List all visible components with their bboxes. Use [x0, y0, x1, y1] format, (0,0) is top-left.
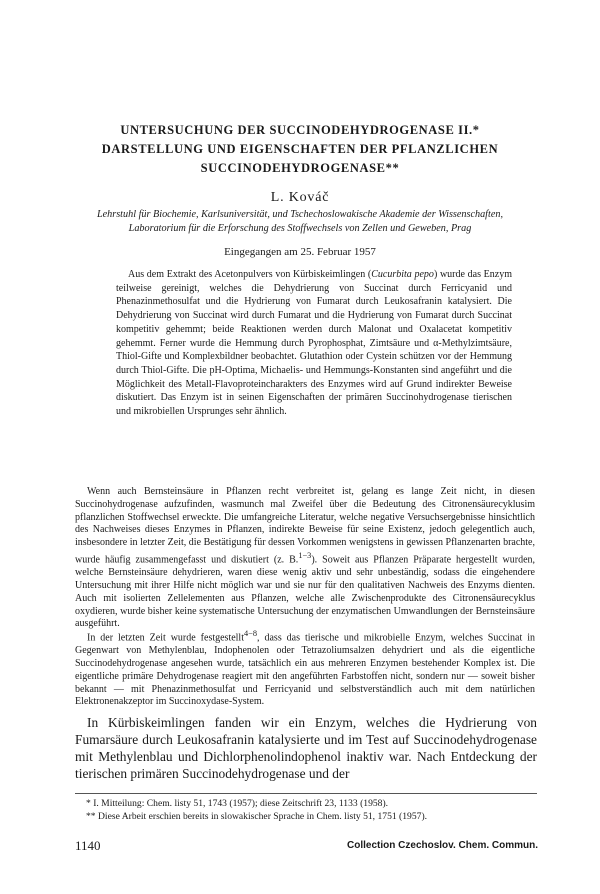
intro-p2-text: In der letzten Zeit wurde festgestellt: [87, 632, 244, 644]
article-title-line-3: SUCCINODEHYDROGENASE**: [200, 161, 400, 175]
abstract-text-a: Aus dem Extrakt des Acetonpulvers von Kürbiskeimlingen (: [128, 269, 372, 280]
intro-p2-cont: , dass das tierische und mikrobielle Enzym, welches Succinat in Gegenwart von Methylenblau, Indophenolen oder Tetrazoliumsalzen dehydriert und als die eigentliche Succinodehydrogenase angesehen wurde, tatsächlich ein aus mehreren Enzymen bestehender Komplex ist. Die eigentliche primäre Dehydrogenase reagiert mit den angeführten Farbstoffen nicht, sondern nur — soweit bisher bekannt — mit Phenazinmethosulfat und Ferricyanid und selbstverständlich auch mit dem natürlichen Elektronenakzeptor im Succinoxydase-System.: [75, 632, 535, 708]
abstract: [116, 268, 512, 419]
species-name: Cucurbita pepo: [371, 269, 434, 280]
affiliation-line-2: Laboratorium für die Erforschung des Stoffwechsels von Zellen und Geweben, Prag: [128, 223, 472, 234]
intro-paragraph-2: [75, 628, 535, 709]
intro-p1-cont: ). Soweit aus Pflanzen Präparate hergestellt wurden, welche Bernsteinsäure dehydrieren, waren diese wenig aktiv und sehr unbeständig, sodass die eingehendere Untersuchung mit ihrer Hilfe nicht möglich war und sie nur für den qualitativen Nachweis des Enzyms dienten. Auch mit isolierten Zellelementen aus Pflanzen, welche alle Zwischenprodukte des Citronensäurecyklus oxydieren, wurde bisher keine systematische Untersuchung der enzymatischen Umwandlungen der Bernsteinsäure ausgeführt.: [75, 554, 536, 630]
abstract-text-b: ) wurde das Enzym teilweise gereinigt, welches die Dehydrierung von Succinat durch Ferricyanid und Phenazinmethosulfat und die Hydrierung von Fumarat durch Leukosafranin katalysiert. Die Dehydrierung von Succinat wird durch Fumarat und die Hydrierung von Fumarat durch Succinat kompetitiv gehemmt; beide Reaktionen werden durch Malonat und Oxalacetat kompetitiv gehemmt. Ferner wurde die Hemmung durch Pyrophosphat, Zimtsäure und α-Methylzimtsäure, Thiol-Gifte und Komplexbildner beobachtet. Glutathion oder Cystein schützen vor der Hemmung durch Thiol-Gifte. Die pH-Optima, Michaelis- und Hemmungs-Konstanten sind angeführt und die Möglichkeit des Metall-Flavoproteincharakters des Enzymes wird auf Grund indirekter Beweise diskutiert. Das Enzym ist in seinen Eigenschaften der primären Succinohydrogenase tierischen und mikrobiellen Ursprunges sehr ähnlich.: [116, 269, 512, 418]
intro-paragraph-1: [75, 486, 535, 631]
author: L. Kováč: [270, 190, 330, 205]
article-title-line-2: DARSTELLUNG UND EIGENSCHAFTEN DER PFLANZLICHEN: [101, 142, 499, 156]
article-title-line-1: UNTERSUCHUNG DER SUCCINODEHYDROGENASE II.*: [120, 123, 480, 137]
footnote-rule: [75, 793, 537, 794]
affiliation-line-1: Lehrstuhl für Biochemie, Karlsuniversität, und Tschechoslowakische Akademie der Wissenschaften,: [96, 209, 504, 220]
journal-name: Collection Czechoslov. Chem. Commun.: [347, 840, 538, 851]
citation-ref: 1−3: [298, 550, 312, 560]
received-date: Eingegangen am 25. Februar 1957: [224, 246, 376, 258]
citation-ref: 4−8: [244, 629, 258, 638]
page-number: 1140: [75, 838, 101, 853]
footnote-2: ** Diese Arbeit erschien bereits in slowakischer Sprache in Chem. listy 51, 1751 (1957).: [86, 811, 428, 822]
footnote-1: * I. Mitteilung: Chem. listy 51, 1743 (1957); diese Zeitschrift 23, 1133 (1958).: [86, 798, 389, 809]
body-paragraph: In Kürbiskeimlingen fanden wir ein Enzym, welches die Hydrierung von Fumarsäure durch Leukosafranin katalysierte und im Test auf Succinodehydrogenase mit Methylenblau und Dichlorphenolindophenol inaktiv war. Nach Entdeckung der tierischen primären Succinodehydrogenase und der: [75, 715, 537, 781]
intro-p1-text: Wenn auch Bernsteinsäure in Pflanzen recht verbreitet ist, gelang es lange Zeit nicht, in diesen Succinohydrogenase aufzufinden, wasmunch mal Zweifel über die Bedeutung des Citronensäurecyklusim pflanzlichen Stoffwechsel erweckte. Die umfangreiche Literatur, welche negative Versuchsergebnisse hinsichtlich des Nachweises dieses Enzymes in Pflanzen, indirekte Beweise für seine Existenz, jedoch gelegentlich auch, insbesondere in letzter Zeit, die Bestätigung für dessen Vorkommen wenigstens in gewissen Pflanzenarten brachte, wurde häufig zusammengefasst und diskutiert (z. B.: [75, 486, 535, 566]
